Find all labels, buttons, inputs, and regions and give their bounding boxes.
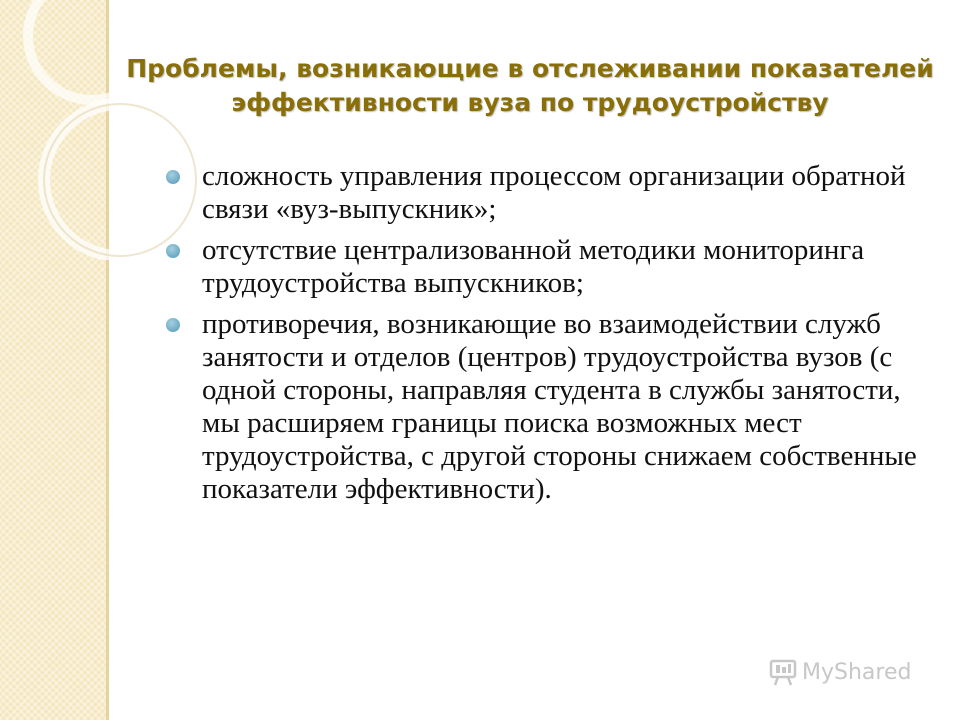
projector-board-icon xyxy=(768,657,798,687)
bullet-text: противоречия, возникающие во взаимодействии служб занятости и отделов (центров) трудоустройства вузов (с одной стороны, направляя студента в службы занятости, мы расширяем границы поиска возможных мест трудоустройства, с другой стороны снижаем собственные показатели эффективности). xyxy=(202,308,917,505)
slide-title xyxy=(120,52,940,120)
bullet-dot-icon xyxy=(166,170,180,184)
bullet-item xyxy=(160,234,920,300)
bullet-dot-icon xyxy=(166,318,180,332)
watermark-text: MyShared xyxy=(802,659,912,685)
bullet-list xyxy=(160,160,920,514)
slide-title-line-1: Проблемы, возникающие в отслеживании показателей xyxy=(126,54,934,83)
bullet-text: отсутствие централизованной методики мониторинга трудоустройства выпускников; xyxy=(202,234,865,299)
slide-title-line-2: эффективности вуза по трудоустройству xyxy=(231,88,829,117)
bullet-dot-icon xyxy=(166,244,180,258)
bullet-item xyxy=(160,160,920,226)
myshared-watermark[interactable] xyxy=(768,657,911,687)
bullet-item xyxy=(160,308,920,506)
bullet-text: сложность управления процессом организации обратной связи «вуз-выпускник»; xyxy=(202,160,906,225)
